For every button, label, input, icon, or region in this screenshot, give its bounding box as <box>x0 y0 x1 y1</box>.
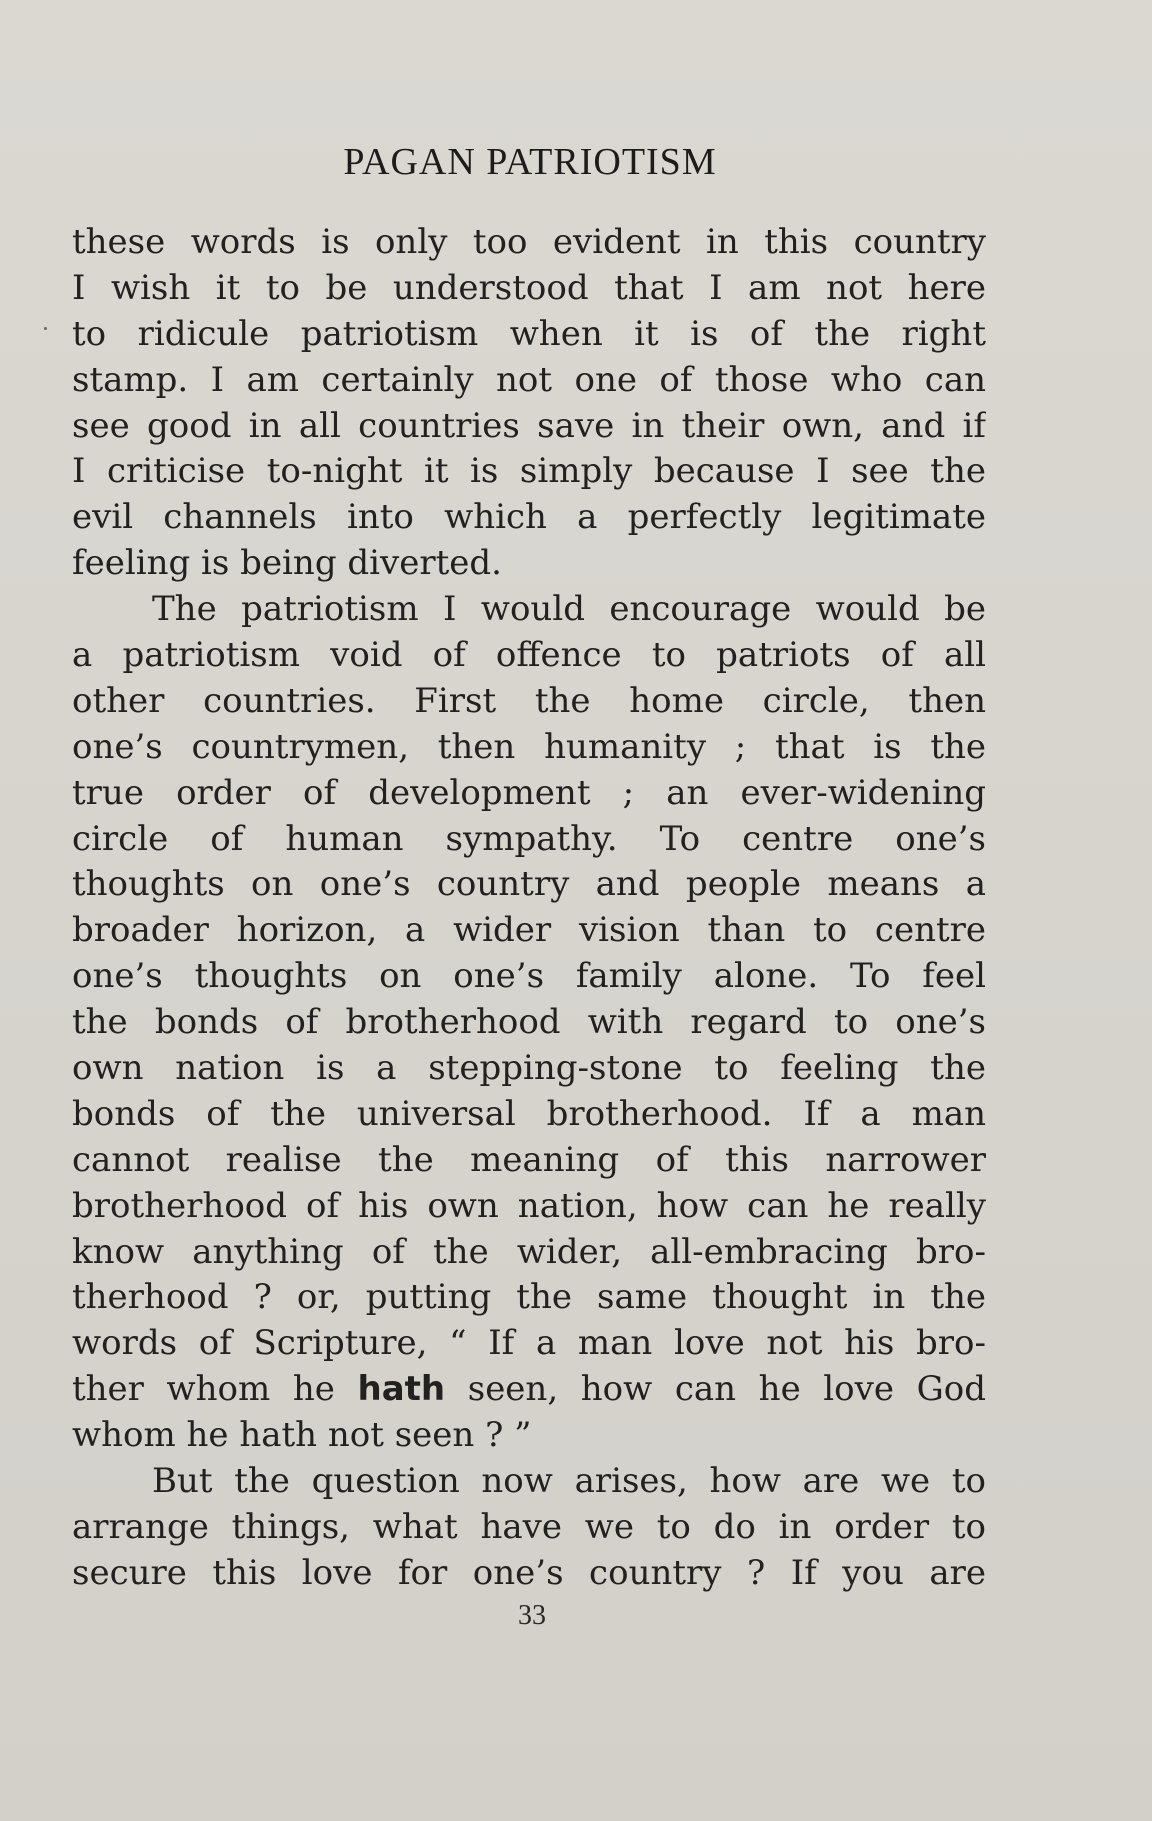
text-line: brotherhood of his own nation, how can he really <box>72 1185 986 1226</box>
text-line: one’s countrymen, then humanity ; that is the <box>72 726 986 767</box>
text-line: these words is only too evident in this country <box>72 222 986 262</box>
bold-word: hath <box>357 1369 446 1410</box>
paper-speck <box>44 327 47 330</box>
text-fragment: ther whom he <box>72 1369 358 1410</box>
body-text <box>72 220 986 1597</box>
text-line: But the question now arises, how are we to <box>152 1461 986 1502</box>
text-line: circle of human sympathy. To centre one’s <box>72 818 986 859</box>
running-head: PAGAN PATRIOTISM <box>343 141 717 183</box>
text-line: therhood ? or, putting the same thought in the <box>72 1277 986 1318</box>
text-line: thoughts on one’s country and people means a <box>72 864 986 905</box>
text-line: The patriotism I would encourage would be <box>152 589 986 630</box>
text-line: I wish it to be understood that I am not here <box>72 267 986 308</box>
text-line: other countries. First the home circle, then <box>72 680 986 721</box>
text-line: bonds of the universal brotherhood. If a man <box>72 1093 986 1134</box>
text-line: broader horizon, a wider vision than to centre <box>72 910 986 951</box>
text-line: words of Scripture, “ If a man love not his bro- <box>72 1323 986 1364</box>
text-line: know anything of the wider, all-embracing bro- <box>72 1231 986 1272</box>
text-line: feeling is being diverted. <box>72 543 502 584</box>
text-line: whom he hath not seen ? ” <box>72 1415 532 1456</box>
text-line: cannot realise the meaning of this narrower <box>72 1139 986 1180</box>
text-line: to ridicule patriotism when it is of the right <box>72 313 986 354</box>
text-line: one’s thoughts on one’s family alone. To feel <box>72 956 986 997</box>
text-line: a patriotism void of offence to patriots of all <box>72 635 986 676</box>
text-line: own nation is a stepping-stone to feeling the <box>72 1048 986 1089</box>
text-line-with-bold-word <box>72 1367 986 1413</box>
text-fragment: seen, how can he love God <box>445 1369 986 1410</box>
text-line: arrange things, what have we to do in order to <box>72 1506 986 1547</box>
text-line: stamp. I am certainly not one of those who can <box>72 359 986 400</box>
text-line: see good in all countries save in their own, and if <box>72 405 986 446</box>
page-number: 33 <box>518 1600 546 1631</box>
text-line: evil channels into which a perfectly legitimate <box>72 497 986 538</box>
text-line: I criticise to-night it is simply because I see the <box>72 451 986 492</box>
text-line: secure this love for one’s country ? If you are <box>72 1552 986 1593</box>
text-line: true order of development ; an ever-widening <box>72 772 986 813</box>
text-line: the bonds of brotherhood with regard to one’s <box>72 1002 986 1043</box>
